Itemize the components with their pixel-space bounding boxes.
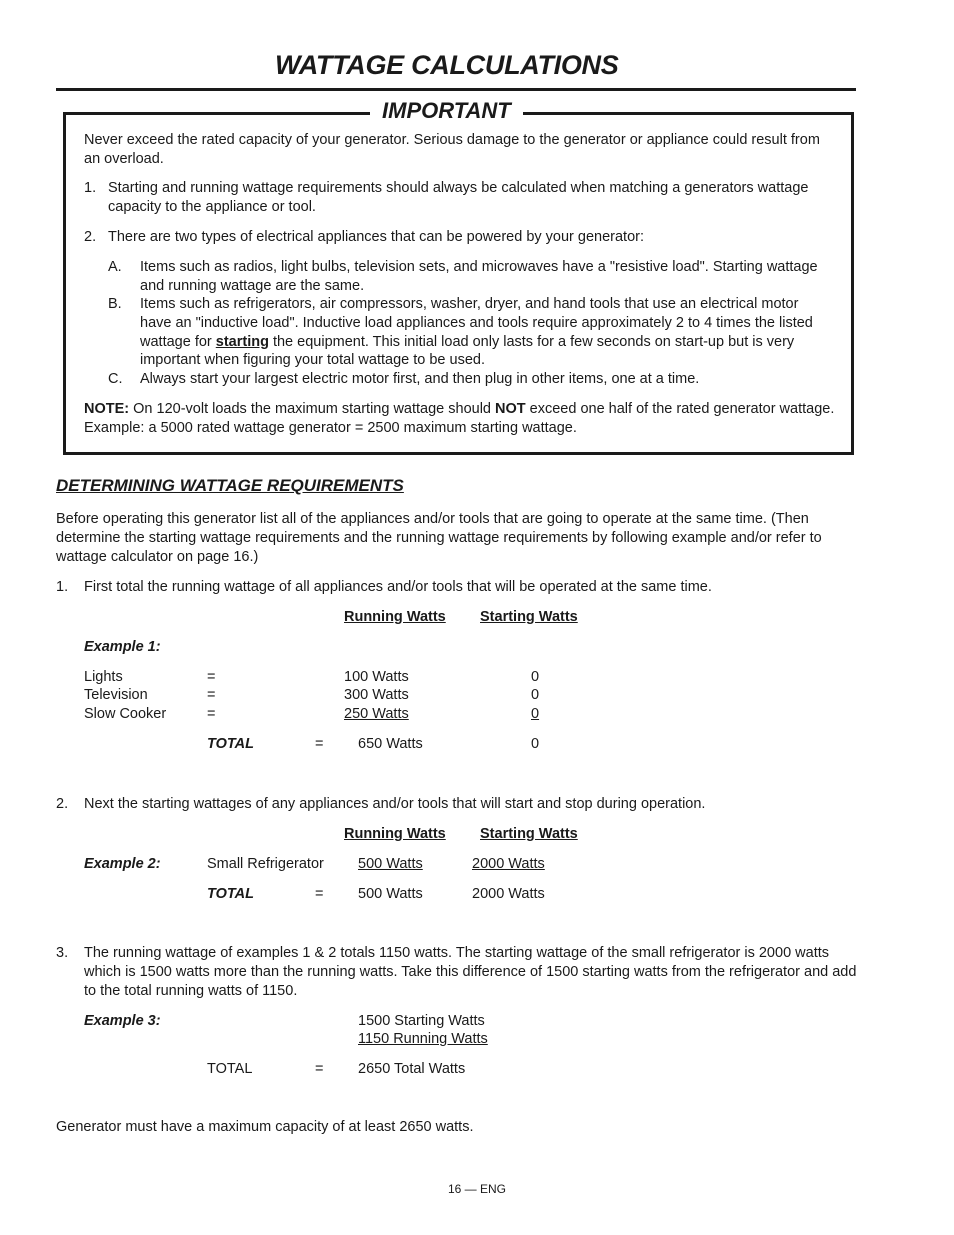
important-note <box>84 400 840 438</box>
example2-total-starting: 2000 Watts <box>472 886 545 902</box>
example1-equals: = <box>207 706 216 722</box>
example3-running-watts: 1150 Running Watts <box>358 1031 488 1047</box>
step1-starting-header: Starting Watts <box>480 609 578 625</box>
example1-running: 250 Watts <box>344 706 409 722</box>
important-item2-text: There are two types of electrical appliances that can be powered by your generator: <box>108 229 644 245</box>
sub-a-letter: A. <box>108 259 122 275</box>
example1-total-equals: = <box>315 736 324 752</box>
example2-running: 500 Watts <box>358 856 423 872</box>
step2-text: Next the starting wattages of any appliances and/or tools that will start and stop during operation. <box>84 796 706 812</box>
note-text-start: On 120-volt loads the maximum starting wattage should <box>129 401 496 417</box>
sub-b-text-end: the equipment. This initial load only lasts for a few seconds on start-up but is very important when figuring your total wattage to be used. <box>140 333 795 369</box>
section-heading: DETERMINING WATTAGE REQUIREMENTS <box>56 476 404 495</box>
example2-label: Example 2: <box>84 856 161 872</box>
example3-total-equals: = <box>315 1061 324 1077</box>
example1-total-running: 650 Watts <box>358 736 423 752</box>
step2-running-header: Running Watts <box>344 826 446 842</box>
example1-label: Example 1: <box>84 639 161 655</box>
example2-total-equals: = <box>315 886 324 902</box>
step3-text: The running wattage of examples 1 & 2 totals 1150 watts. The starting wattage of the small refrigerator is 2000 watts which is 1500 watts more than the running watts. Take this difference of 1500 starting watts from the refrigerator and add to the total running watts of 1150. <box>84 945 857 999</box>
important-item1-number: 1. <box>84 180 97 196</box>
page-title: WATTAGE CALCULATIONS <box>275 50 619 80</box>
example1-equals: = <box>207 669 216 685</box>
example3-total-value: 2650 Total Watts <box>358 1061 466 1077</box>
section-intro: Before operating this generator list all of the appliances and/or tools that are going to operate at the same time. (Then determine the starting wattage requirements and the running wattage requirements by following example and/or refer to wattage calculator on page 16.) <box>56 511 822 565</box>
sub-b-text <box>140 295 830 370</box>
note-text-end: exceed one half of the rated generator wattage. Example: a 5000 rated wattage generator = 2500 maximum starting wattage. <box>84 401 835 436</box>
important-label: IMPORTANT <box>370 98 523 124</box>
important-item1-text: Starting and running wattage requirements should always be calculated when matching a generators wattage capacity to the appliance or tool. <box>108 180 809 215</box>
example1-starting: 0 <box>531 687 540 703</box>
example1-running: 100 Watts <box>344 669 409 685</box>
note-label: NOTE: <box>84 401 130 417</box>
step1-text: First total the running wattage of all appliances and/or tools that will be operated at the same time. <box>84 579 712 595</box>
sub-c-text: Always start your largest electric motor first, and then plug in other items, one at a time. <box>140 371 700 387</box>
sub-b-letter: B. <box>108 296 122 312</box>
sub-b-starting-emphasis: starting <box>215 333 269 350</box>
note-not-emphasis: NOT <box>495 401 526 417</box>
example1-total-label: TOTAL <box>207 736 254 752</box>
example1-item: Slow Cooker <box>84 706 167 722</box>
example3-total-label: TOTAL <box>207 1061 253 1077</box>
page-footer: 16 — ENG <box>447 1182 507 1196</box>
conclusion-text: Generator must have a maximum capacity of at least 2650 watts. <box>56 1119 474 1135</box>
title-rule <box>56 88 856 91</box>
example1-total-starting: 0 <box>531 736 540 752</box>
important-item2-number: 2. <box>84 229 97 245</box>
step1-running-header: Running Watts <box>344 609 446 625</box>
example1-starting: 0 <box>531 669 540 685</box>
example2-starting: 2000 Watts <box>472 856 545 872</box>
example2-total-running: 500 Watts <box>358 886 423 902</box>
step1-number: 1. <box>56 579 69 595</box>
important-intro: Never exceed the rated capacity of your generator. Serious damage to the generator or appliance could result from an overload. <box>84 132 820 167</box>
example3-label: Example 3: <box>84 1013 161 1029</box>
example2-item: Small Refrigerator <box>207 856 324 872</box>
step2-number: 2. <box>56 796 69 812</box>
example3-starting-watts: 1500 Starting Watts <box>358 1013 485 1029</box>
example1-item: Television <box>84 687 148 703</box>
example2-total-label: TOTAL <box>207 886 254 902</box>
example1-item: Lights <box>84 669 123 685</box>
step2-starting-header: Starting Watts <box>480 826 578 842</box>
example1-equals: = <box>207 687 216 703</box>
step3-number: 3. <box>56 945 69 961</box>
example1-starting: 0 <box>531 706 540 722</box>
sub-b-text-start: Items such as refrigerators, air compressors, washer, dryer, and hand tools that use an electrical motor have an "inductive load". Inductive load appliances and tools require approximately 2 to 4 times the listed wattage for <box>140 296 813 350</box>
sub-a-text: Items such as radios, light bulbs, television sets, and microwaves have a "resistive load". Starting wattage and running wattage are the same. <box>140 259 818 294</box>
example1-running: 300 Watts <box>344 687 409 703</box>
sub-c-letter: C. <box>108 371 123 387</box>
